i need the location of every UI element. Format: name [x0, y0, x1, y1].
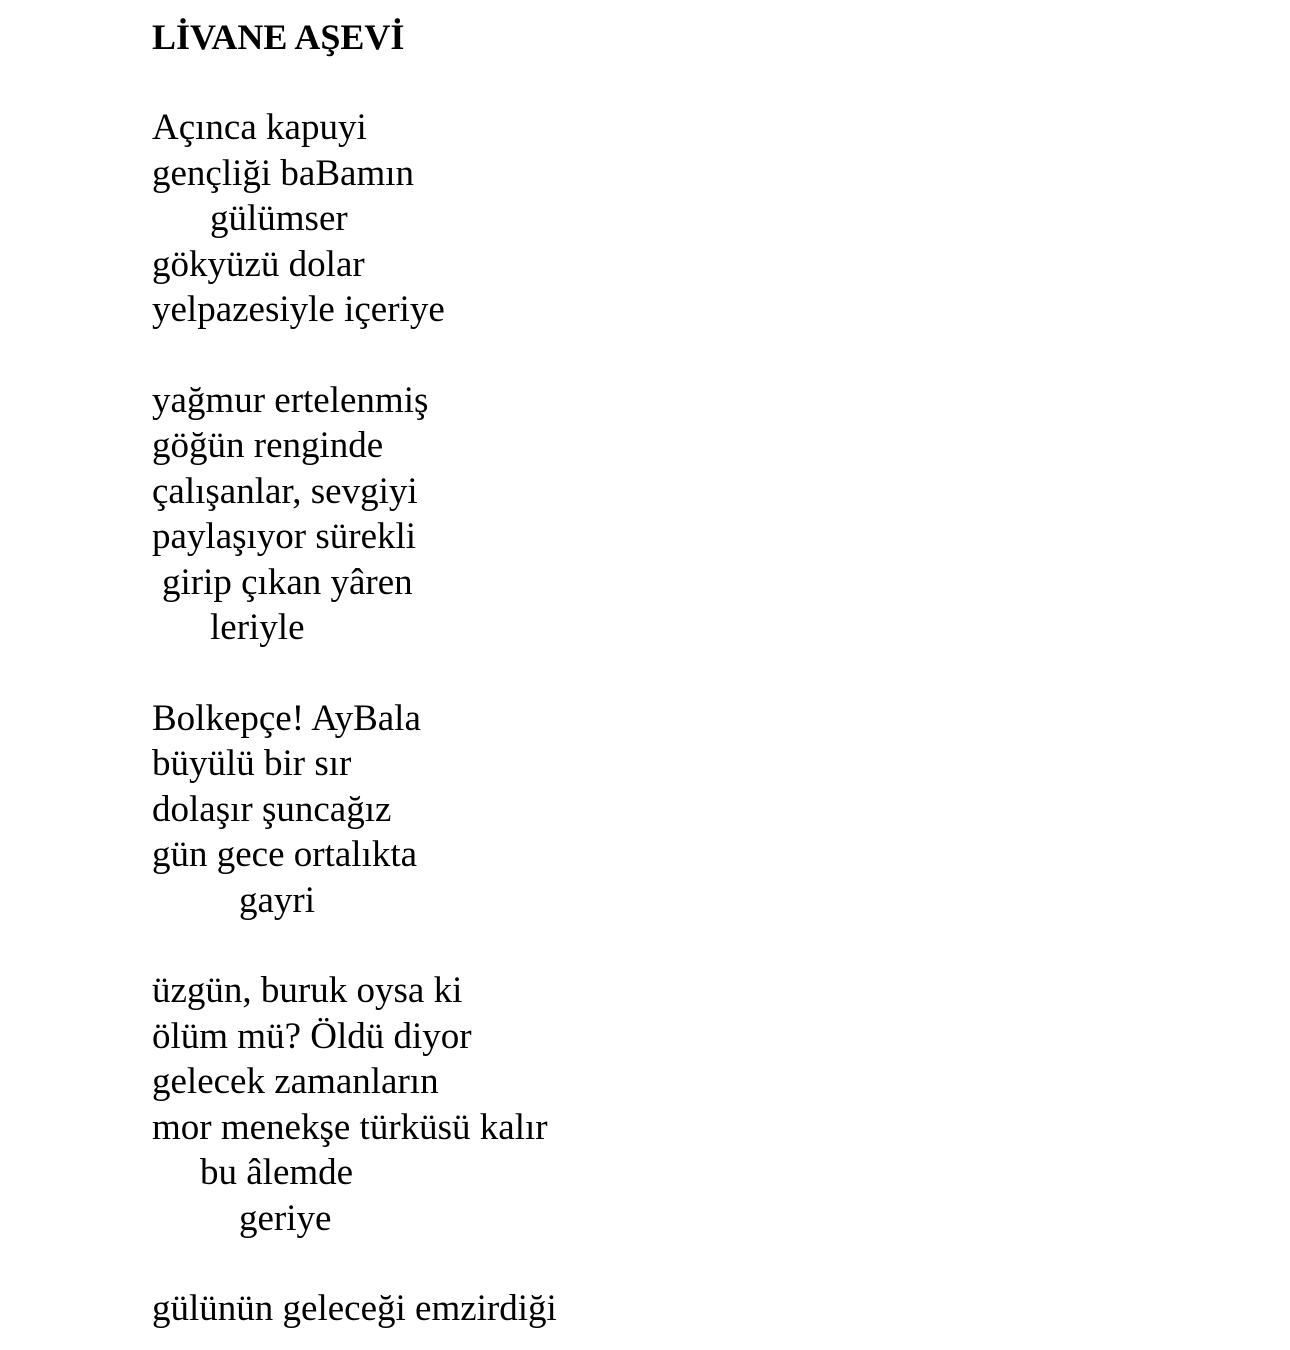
poem-line: gülünün geleceği emzirdiği [152, 1288, 557, 1329]
poem-line: yelpazesiyle içeriye [152, 289, 445, 330]
poem-line: bu âlemde [200, 1152, 354, 1193]
poem-title: LİVANE AŞEVİ [152, 17, 405, 57]
poem-line: gökyüzü dolar [152, 243, 365, 285]
poem-line: yağmur ertelenmiş [152, 379, 429, 421]
poem-line: çalışanlar, sevgiyi [152, 470, 418, 512]
poem-line: üzgün, buruk oysa ki [152, 970, 463, 1011]
poem-line: gelecek zamanların [152, 1061, 439, 1102]
poem-line: büyülü bir sır [152, 743, 352, 784]
poem-line: mor menekşe türküsü kalır [152, 1106, 548, 1148]
stanza-2 [152, 378, 1252, 651]
poem-line: ölüm mü? Öldü diyor [152, 1015, 472, 1057]
poem-line: leriyle [210, 607, 305, 648]
poem-line: gençliği baBamın [152, 152, 415, 194]
poem-line: gün gece ortalıkta [152, 834, 418, 875]
poem-page [152, 14, 1252, 1332]
poem-line: Açınca kapuyi [152, 107, 367, 148]
poem-line: gülümser [210, 198, 348, 239]
poem-line: gayri [239, 879, 316, 921]
poem-line: geriye [239, 1197, 332, 1239]
stanza-1 [152, 105, 1252, 333]
poem-line: paylaşıyor sürekli [152, 516, 417, 557]
poem-line: Bolkepçe! AyBala [152, 697, 421, 739]
poem-line: dolaşır şuncağız [152, 788, 392, 830]
stanza-5 [152, 1286, 1252, 1332]
poem-line: girip çıkan yâren [162, 561, 413, 603]
stanza-4 [152, 968, 1252, 1241]
poem-line: göğün renginde [152, 425, 384, 466]
stanza-3 [152, 696, 1252, 924]
